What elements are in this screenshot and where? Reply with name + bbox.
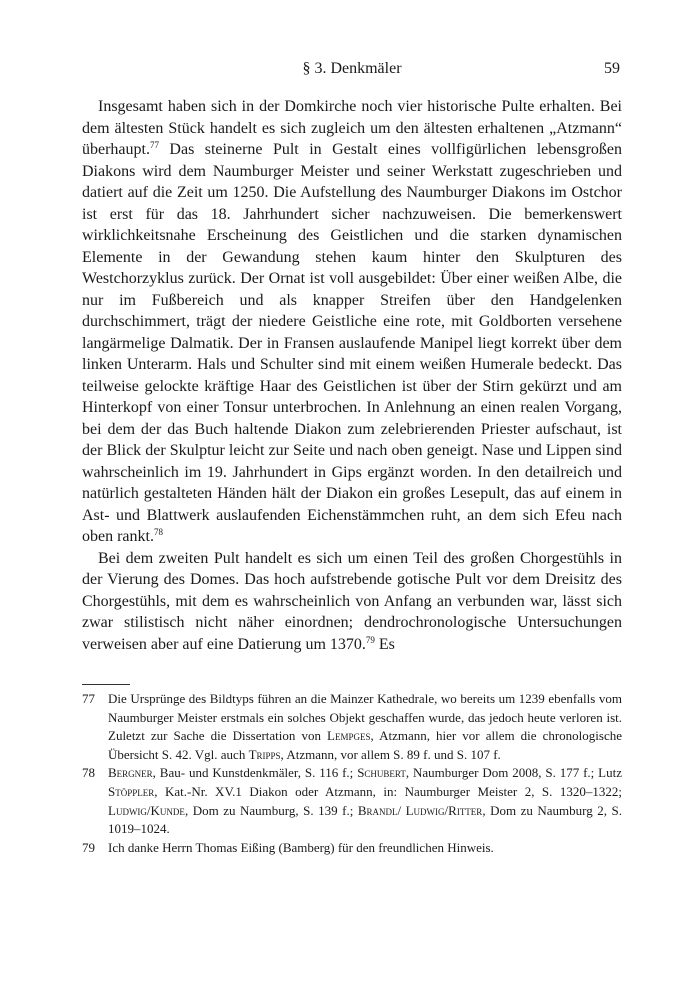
footnote-number: 77 bbox=[82, 691, 95, 706]
footnote-text: , Bau- und Kunstdenkmäler, S. 116 f.; bbox=[152, 765, 358, 781]
footnote-text: , Kat.-Nr. XV.1 Diakon oder Atzmann, in: Naumburger Meister 2, S. 1320–1322; bbox=[154, 783, 622, 799]
footnote-number: 78 bbox=[82, 765, 95, 781]
author-name: Lempges bbox=[327, 728, 371, 744]
footnote-text: , Atzmann, hier vor allem die chronologische Übersicht S. 42. Vgl. auch bbox=[108, 728, 622, 762]
author-name: Bergner bbox=[108, 765, 153, 781]
paragraph-2-text-a: Bei dem zweiten Pult handelt es sich um einen Teil des großen Chorgestühls in der Vierung des Domes. Das hoch aufstrebende gotische Pult vor dem Dreisitz des Chorgestühls, mit dem es wahrscheinlich von Anfang an verbunden war, lässt sich zwar stilistisch nicht näher einordnen; dendrochronologische Untersuchungen verweisen aber auf eine Datierung um 1370. bbox=[82, 549, 622, 653]
footnote-78 bbox=[82, 764, 622, 838]
footnote-text: Die Ursprünge des Bildtyps führen an die Mainzer Kathedrale, wo bereits um 1239 ebenfalls vom Naumburger Meister erstmals ein solches Objekt geschaffen wurde, das jedoch heute verloren ist. Zuletzt zur Sache die Dissertation von bbox=[108, 691, 622, 744]
page-number: 59 bbox=[604, 60, 620, 77]
footnote-number: 79 bbox=[82, 839, 95, 855]
running-head bbox=[82, 60, 622, 82]
author-name: Schubert bbox=[357, 765, 406, 781]
paragraph-2-text-b: Es bbox=[374, 635, 395, 653]
footnote-separator bbox=[82, 684, 130, 685]
footnote-ref-77[interactable]: 77 bbox=[149, 140, 159, 150]
paragraph-1-text-b: Das steinerne Pult in Gestalt eines vollfigürlichen lebensgroßen Diakons wird dem Naumburger Meister und seiner Werkstatt zugeschrieben und datiert auf die Zeit um 1250. Die Aufstellung des Naumburger Diakons im Ostchor ist erst für das 18. Jahrhundert sicher nachzuweisen. Die bemerkenswert wirklichkeitsnahe Erscheinung des Geistlichen und die starken dynamischen Elemente in der Gewandung stehen kaum hinter den Skulpturen des Westchorzyklus zurück. Der Ornat ist voll ausgebildet: Über einer weißen Albe, die nur im Fußbereich und als knapper Streifen über den Handgelenken durchschimmert, trägt der niedere Geistliche eine rote, mit Goldborten versehene langärmelige Dalmatik. Der in Fransen auslaufende Manipel liegt korrekt über dem linken Unterarm. Hals und Schulter sind mit einem weißen Humerale bedeckt. Das teilweise gelockte kräftige Haar des Geistlichen ist über der Stirn gekürzt und am Hinterkopf von einer Tonsur unterbrochen. In Anlehnung an einen realen Vorgang, bei dem der das Buch haltende Diakon zum zelebrierenden Priester aufschaut, ist der Blick der Skulptur leicht zur Seite und nach oben geneigt. Nase und Lippen sind wahrscheinlich im 19. Jahrhundert in Gips ergänzt worden. In den detailreich und natürlich gestalteten Händen hält der Diakon ein großes Lesepult, das auf einem in Ast- und Blattwerk auslaufenden Eichenstämmchen ruht, an dem sich Efeu nach oben rankt. bbox=[82, 141, 622, 545]
paragraph-1-text-a: Insgesamt haben sich in der Domkirche noch vier historische Pulte erhalten. Bei dem ältesten Stück handelt es sich zugleich um den ältesten erhaltenen „Atzmann“ überhaupt. bbox=[82, 98, 622, 158]
footnote-text: , Naumburger Dom 2008, S. 177 f.; Lutz bbox=[405, 765, 622, 781]
author-name: Stöppler bbox=[108, 783, 155, 799]
footnote-text: Ich danke Herrn Thomas Eißing (Bamberg) für den freundlichen Hinweis. bbox=[108, 839, 494, 855]
footnotes bbox=[82, 690, 622, 857]
footnote-text: , Dom zu Naumburg 2, S. 1019–1024. bbox=[108, 802, 622, 837]
author-name: Ludwig/Kunde bbox=[108, 802, 185, 818]
body-text bbox=[82, 96, 622, 655]
paragraph-2 bbox=[82, 548, 622, 656]
author-name: Tripps bbox=[248, 746, 281, 762]
author-name: Brandl/ Ludwig/Ritter bbox=[357, 802, 483, 818]
footnote-text: , Atzmann, vor allem S. 89 f. und S. 107 f. bbox=[280, 746, 501, 762]
paragraph-1 bbox=[82, 96, 622, 548]
footnote-79 bbox=[82, 839, 622, 858]
footnote-77 bbox=[82, 690, 622, 764]
footnote-text: , Dom zu Naumburg, S. 139 f.; bbox=[184, 802, 358, 818]
footnote-ref-79[interactable]: 79 bbox=[365, 634, 375, 645]
running-title: § 3. Denkmäler bbox=[302, 60, 402, 77]
footnote-ref-78[interactable]: 78 bbox=[153, 527, 163, 537]
